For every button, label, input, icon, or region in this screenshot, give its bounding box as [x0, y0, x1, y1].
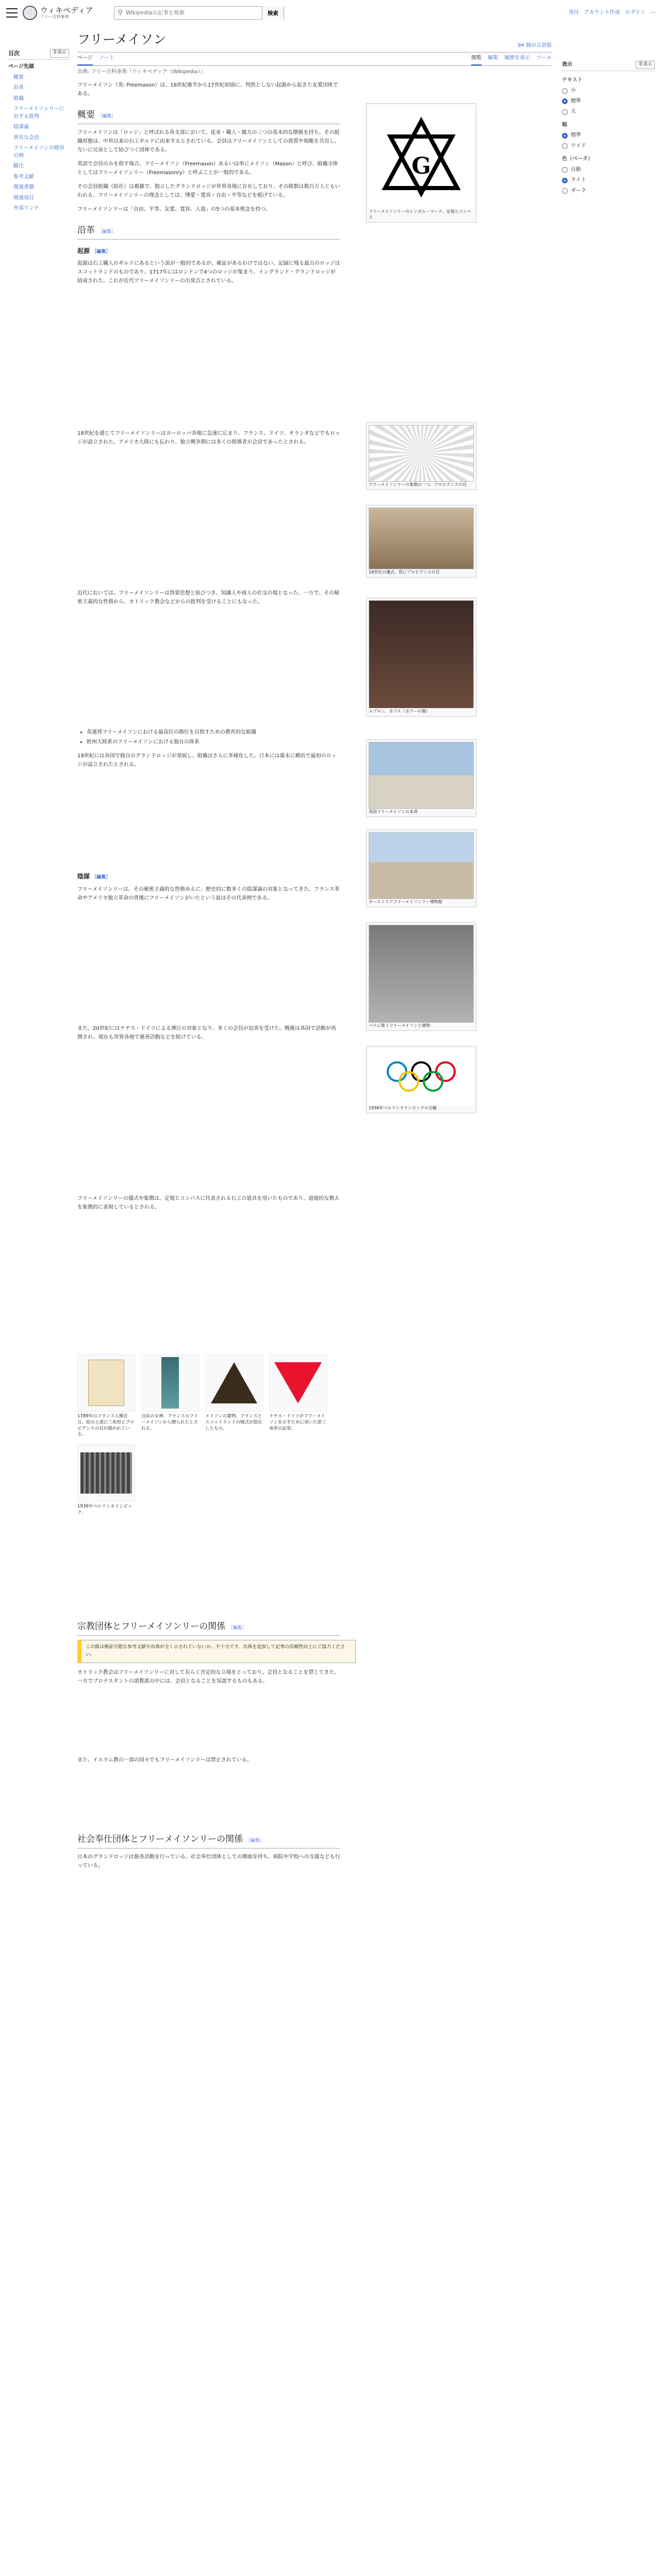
toc-item[interactable]: 参考文献 — [13, 174, 34, 180]
image-thumb — [366, 505, 476, 578]
image-caption: 18世紀の儀式。祭にプロビデンスの目 — [369, 570, 440, 574]
search-box — [114, 6, 284, 20]
page-tabs — [77, 53, 552, 66]
gallery-image[interactable] — [141, 1354, 199, 1412]
toc-item[interactable]: 関連項目 — [13, 195, 34, 201]
toc-title: 目次 — [8, 50, 20, 57]
width-wide[interactable]: ワイド — [562, 142, 655, 150]
image-thumb — [366, 1046, 476, 1113]
main-content — [77, 26, 552, 1961]
paragraph: 日本のグランドロッジは慈善活動を行っている。社会奉仕団体としての側面を持ち、病院や学校への支援なども行っている。 — [77, 1854, 340, 1869]
tab-tools[interactable]: ツール — [536, 55, 552, 61]
paragraph: フリーメイソンリーの儀式や象徴は、定規とコンパスに代表される石工の道具を用いたものであり、道徳的な教えを象徴的に表現しているとされる。 — [77, 1195, 340, 1210]
search-button[interactable]: 検索 — [262, 6, 284, 20]
search-input[interactable] — [126, 10, 262, 16]
section-heading: 社会奉仕団体とフリーメイソンリーの関係 ［編集］ — [77, 1832, 340, 1849]
toc-header — [8, 47, 69, 60]
width-label: 幅 — [562, 122, 567, 128]
square-compass-icon[interactable] — [369, 106, 474, 209]
lead-paragraph: フリーメイソン（英: Freemason）は、16世紀後半から17世紀初頭に、判然としない起源から起きた友愛団体である。 — [77, 82, 338, 97]
paragraph: フリーメイソンリーは、その秘密主義的な性格ゆえに、歴史的に数多くの陰謀論の対象となってきた。フランス革命やアメリカ独立革命の背後にフリーメイソンがいたという説はその代表例である。 — [77, 886, 340, 901]
page-title: フリーメイソン — [77, 32, 167, 47]
header — [0, 0, 662, 26]
image-thumb — [366, 829, 476, 907]
toc-hide-button[interactable]: 非表示 — [50, 49, 69, 58]
text-size-small[interactable]: 小 — [562, 87, 655, 95]
image-caption: エプロン、カフス（カラーの類） — [369, 709, 431, 714]
toc-item[interactable]: フリーメイソンの標章の例 — [13, 145, 64, 159]
edit-link[interactable]: ［編集］ — [228, 1625, 247, 1631]
gallery-item: メイソンの建物。フランスとスコットランドの様式が混在したもの。 — [205, 1354, 263, 1438]
image-caption: フリーメイソンリーの象徴の一つ、プロビデンスの目 — [369, 482, 467, 487]
tab-talk[interactable]: ノート — [98, 55, 114, 61]
notice-box: この節は検証可能な参考文献や出典が全く示されていないか、不十分です。出典を追加して記事の信頼性向上にご協力ください。 — [77, 1640, 356, 1663]
login-link[interactable]: ログイン — [625, 10, 646, 16]
paragraph: 英語で会員のみを指す場合、フリーメイソン（Freemason）あるいは単にメイソン（Mason）と呼び、組織全体としてはフリーメイソンリー（Freemasonry）と呼ぶことが一般的である。 — [77, 161, 338, 176]
subsection-heading: 陰謀 ［編集］ — [77, 873, 111, 880]
paragraph: カトリック教会はフリーメイソンリーに対して長らく否定的な立場をとっており、会員となることを禁じてきた。一方でプロテスタントの諸教派の中には、会員となることを容認するものもある。 — [77, 1669, 340, 1684]
toc-item[interactable]: 外部リンク — [13, 206, 39, 212]
toc-item[interactable]: 関連書籍 — [13, 184, 34, 191]
toc-item[interactable]: 脚注 — [13, 163, 24, 170]
edit-link[interactable]: ［編集］ — [97, 114, 117, 120]
gallery-image[interactable] — [269, 1354, 327, 1412]
square-compass-graphic — [380, 116, 462, 198]
section-heading: 概要 ［編集］ — [77, 108, 340, 124]
olympic-rings-graphic — [383, 1059, 460, 1095]
edit-link[interactable]: ［編集］ — [97, 229, 117, 235]
list-item: • 欧州大陸系のフリーメイソンにおける独自の体系 — [87, 738, 340, 747]
toc-item[interactable]: 沿革 — [13, 85, 24, 91]
paragraph: その会員組織（結社）は複雑で、独立したグランドロッジが世界各地に存在しており、その総数は数百万人ともいわれる。フリーメイソンリーの理念としては、博愛・寛容・自由・平等などを掲げている。 — [77, 184, 340, 199]
edit-link[interactable]: ［編集］ — [92, 875, 111, 880]
museum-image[interactable] — [369, 832, 474, 899]
gallery-item: ナチス・ドイツがフリーメイソンを示すために用いた逆三角形の記章。 — [269, 1354, 327, 1438]
width-standard[interactable]: 標準 — [562, 131, 655, 140]
apron-image[interactable] — [369, 600, 474, 708]
paragraph: フリーメイソンリーは「自由、平等、友愛、寛容、人道」の5つの基本理念を持つ。 — [77, 207, 271, 213]
appearance-hide-button[interactable]: 非表示 — [636, 61, 655, 69]
infobox-image — [366, 103, 476, 223]
bullet-list — [87, 728, 340, 747]
image-thumb — [366, 598, 476, 717]
olympic-rings-image[interactable] — [369, 1048, 474, 1105]
appearance-header — [562, 61, 655, 71]
image-gallery — [77, 1354, 345, 1516]
edit-link[interactable]: ［編集］ — [92, 249, 111, 255]
create-account-link[interactable]: アカウント作成 — [584, 10, 620, 16]
paris-image[interactable] — [369, 925, 474, 1023]
appearance-title: 表示 — [562, 62, 572, 67]
site-logo[interactable] — [23, 6, 93, 20]
tab-history[interactable]: 履歴を表示 — [504, 55, 531, 61]
hall-image[interactable] — [369, 742, 474, 809]
color-label: 色（ベータ） — [562, 156, 593, 162]
donate-link[interactable]: 寄付 — [568, 10, 579, 16]
toc-item[interactable]: 概要 — [13, 74, 24, 80]
list-item: • 英連邦フリーメイソンにおける最高位の階位を目指すための教育的な組織 — [87, 728, 340, 737]
text-size-standard[interactable]: 標準 — [562, 97, 655, 106]
toc-list — [8, 62, 69, 214]
toc-item[interactable]: フリーメイソンリーに対する批判 — [13, 106, 64, 120]
color-dark[interactable]: ダーク — [562, 187, 655, 195]
infobox-caption: フリーメイソンリーのシンボル・マーク。定規とコンパス — [369, 209, 471, 220]
svg-text:G: G — [411, 153, 431, 179]
sidebar-toc — [8, 47, 69, 214]
paragraph: また、イスラム教の一部の国々でもフリーメイソンリーは禁止されている。 — [77, 1757, 252, 1763]
gallery-item: 1789年のフランス人権宣言。絵の上部に三角形とプロビデンスの目が描かれている。 — [77, 1354, 135, 1438]
image-caption: 英国フリーメイソンの本部 — [369, 809, 418, 814]
gallery-image[interactable] — [77, 1444, 135, 1502]
tab-page[interactable]: ページ — [77, 54, 93, 65]
eye-of-providence-image[interactable] — [369, 425, 474, 482]
wordmark: ウィキペディア フリー百科事典 — [40, 6, 93, 19]
toc-item[interactable]: ページ先頭 — [8, 64, 34, 70]
toc-item[interactable]: 組織 — [13, 95, 24, 101]
search-icon: ⚲ — [118, 8, 123, 16]
toc-item[interactable]: 著名な会員 — [13, 134, 39, 141]
section-heading: 沿革 ［編集］ — [77, 223, 340, 240]
menu-icon[interactable] — [6, 8, 18, 18]
gallery-item: 自由の女神。フランスのフリーメイソンから贈られたとされる。 — [141, 1354, 199, 1438]
wikipedia-globe-icon — [23, 6, 37, 20]
image-thumb — [366, 739, 476, 817]
appearance-panel — [562, 57, 655, 197]
subsection-heading: 起源 ［編集］ — [77, 247, 111, 255]
edit-link[interactable]: ［編集］ — [245, 1838, 264, 1843]
paragraph: また、20世紀にはナチス・ドイツによる弾圧の対象となり、多くの会員が迫害を受けた。戦後は各国で活動が再開され、現在も世界各地で慈善活動などを続けている。 — [77, 1025, 336, 1040]
more-icon[interactable]: ⋯ — [651, 10, 656, 16]
user-links — [569, 9, 656, 17]
ritual-image[interactable] — [369, 507, 474, 569]
color-auto[interactable]: 自動 — [562, 166, 655, 174]
paragraph: フリーメイソンは「ロッジ」と呼ばれる各支部において、徒弟・職人・親方の三つの基本的な階級を持ち、その組織形態は、中世以来の石工ギルドに由来するとされている。会員はフリーメイソンとしての資質や規範を共有し、互いに兄弟として結びつく団体である。 — [77, 130, 340, 154]
section-heading: 宗教団体とフリーメイソンリーの関係 ［編集］ — [77, 1619, 340, 1636]
text-size-label: テキスト — [562, 77, 583, 83]
gallery-item: 1936年ベルリンオリンピック。 — [77, 1444, 135, 1516]
article-body — [77, 81, 345, 1955]
text-size-large[interactable]: 大 — [562, 108, 655, 116]
paragraph: 近代においては、フリーメイソンリーは啓蒙思想と結びつき、知識人や商人の社交の場となった。一方で、その秘密主義的な性格から、カトリック教会などからの批判を受けることにもなった。 — [77, 590, 340, 605]
gallery-image[interactable] — [205, 1354, 263, 1412]
tab-read[interactable]: 閲覧 — [471, 54, 482, 65]
image-thumb — [366, 422, 476, 490]
color-light[interactable]: ライト — [562, 176, 655, 184]
image-caption: オーストリアフリーメイソンリー博物館 — [369, 900, 442, 904]
image-thumb — [366, 922, 476, 1031]
paragraph: 18世紀を通じてフリーメイソンリーはヨーロッパ各地に急速に広まり、フランス、ドイツ、オランダなどでもロッジが設立された。アメリカ大陸にも伝わり、独立戦争期には多くの指導者が会員であったとされる。 — [77, 431, 340, 446]
gallery-image[interactable] — [77, 1354, 135, 1412]
image-caption: パリに集うフリーメイソンと建物 — [369, 1023, 431, 1028]
toc-item[interactable]: 陰謀論 — [13, 124, 29, 130]
image-caption: 1936年ベルリンオリンピックの五輪 — [369, 1106, 437, 1110]
paragraph: 起源は石工職人のギルドにあるという説が一般的であるが、確証があるわけではない。記録に残る最古のロッジはスコットランドのものであり、1717年にはロンドンで4つのロッジが集まり、イングランド・グランドロッジが結成された。これが近代フリーメイソンリーの出発点とされている。 — [77, 261, 340, 284]
language-button[interactable]: 94 個の言語版 — [518, 43, 552, 49]
tab-edit[interactable]: 編集 — [488, 55, 499, 61]
from-line: 出典: フリー百科事典『ウィキペディア（Wikipedia）』 — [77, 69, 206, 75]
page-title-row — [77, 26, 552, 53]
paragraph: 19世紀には各国で独自のグランドロッジが発展し、組織はさらに多様化した。日本には幕末に横浜で最初のロッジが設立されたとされる。 — [77, 753, 337, 768]
